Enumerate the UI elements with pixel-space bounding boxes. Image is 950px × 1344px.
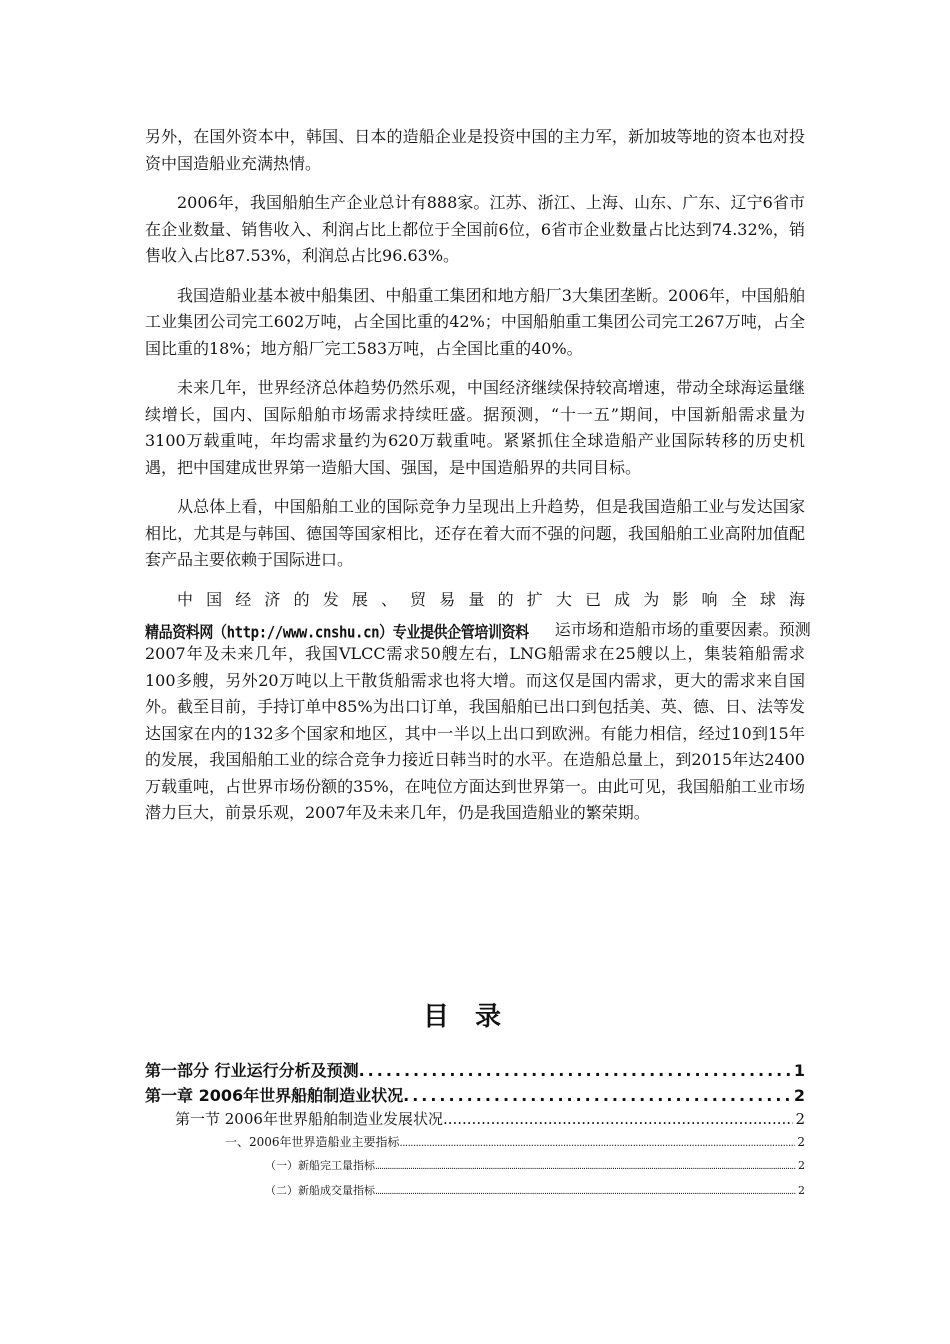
- toc-leader-dots: [375, 1187, 796, 1197]
- toc-entry-page: 2: [798, 1184, 805, 1197]
- toc-entry-label: 第一章 2006年世界船舶制造业状况: [145, 1086, 404, 1105]
- toc-leader-dots: [400, 1138, 796, 1149]
- paragraph-4: 未来几年，世界经济总体趋势仍然乐观，中国经济继续保持较高增速，带动全球海运量继续增长，国内、国际船舶市场需求持续旺盛。据预测，“十一五”期间，中国新船需求量为3100万载重吨，年均需求量约为620万载重吨。紧紧抓住全球造船产业国际转移的历史机遇，把中国建成世界第一造船大国、强国，是中国造船界的共同目标。: [145, 378, 805, 477]
- paragraph-6-after-banner: 运市场和造船市场的重要因素。预测: [554, 619, 811, 639]
- toc-leader-dots: [403, 1086, 792, 1105]
- toc-entry-label: （一）新船完工量指标: [265, 1159, 375, 1172]
- toc-title: 目录: [422, 1002, 527, 1032]
- paragraph-6-rest: 2007年及未来几年，我国VLCC需求50艘左右，LNG船需求在25艘以上，集装箱船需求100多艘，另外20万吨以上干散货船需求也将大增。而这仅是国内需求，更大的需求来自国外。截至目前，手持订单中85%为出口订单，我国船舶已出口到包括美、英、德、日、法等发达国家在内的132多个国家和地区，其中一半以上出口到欧洲。有能力相信，经过10到15年的发展，我国船舶工业的综合竞争力接近日韩当时的水平。在造船总量上，到2015年达2400万载重吨，占世界市场份额的35%，在吨位方面达到世界第一。由此可见，我国船舶工业市场潜力巨大，前景乐观，2007年及未来几年，仍是我国造船业的繁荣期。: [145, 644, 805, 822]
- toc-leader-dots: [375, 1162, 796, 1172]
- toc-entry-item-2[interactable]: [145, 1182, 805, 1207]
- toc-entry-page: 2: [798, 1159, 805, 1172]
- paragraph-1: 另外，在国外资本中，韩国、日本的造船企业是投资中国的主力军，新加坡等地的资本也对投资中国造船业充满热情。: [145, 127, 805, 173]
- toc-entry-label: （二）新船成交量指标: [265, 1184, 375, 1197]
- toc-entry-chapter-1[interactable]: [145, 1083, 805, 1108]
- toc-entry-label: 一、2006年世界造船业主要指标: [225, 1135, 400, 1149]
- table-of-contents: [145, 1058, 805, 1207]
- toc-entry-page: 2: [793, 1086, 805, 1105]
- toc-entry-part-1[interactable]: [145, 1058, 805, 1083]
- paragraph-5: 从总体上看，中国船舶工业的国际竞争力呈现出上升趋势，但是我国造船工业与发达国家相比，尤其是与韩国、德国等国家相比，还存在着大而不强的问题，我国船舶工业高附加值配套产品主要依赖于国际进口。: [145, 497, 805, 569]
- toc-entry-page: 2: [795, 1110, 805, 1128]
- toc-entry-page: 1: [793, 1061, 805, 1080]
- paragraph-3: 我国造船业基本被中船集团、中船重工集团和地方船厂3大集团垄断。2006年，中国船舶工业集团公司完工602万吨，占全国比重的42%；中国船舶重工集团公司完工267万吨，占全国比重的18%；地方船厂完工583万吨，占全国比重的40%。: [145, 285, 805, 358]
- toc-entry-section-1[interactable]: [145, 1108, 805, 1133]
- paragraph-2: 2006年，我国船舶生产企业总计有888家。江苏、浙江、上海、山东、广东、辽宁6省市在企业数量、销售收入、利润占比上都位于全国前6位，6省市企业数量占比达到74.32%，销售收入占比87.53%，利润总占比96.63%。: [145, 193, 805, 265]
- toc-entry-item-1[interactable]: [145, 1157, 805, 1182]
- body-text: [145, 124, 811, 840]
- paragraph-6-start: 中国经济的发展、贸易量的扩大已成为影响全球海: [177, 589, 805, 609]
- banner-line: [145, 613, 811, 643]
- toc-entry-subsection-1[interactable]: [145, 1133, 805, 1157]
- toc-leader-dots: [443, 1110, 794, 1128]
- toc-entry-page: 2: [797, 1135, 805, 1149]
- toc-entry-label: 第一节 2006年世界船舶制造业发展状况: [175, 1110, 443, 1128]
- toc-leader-dots: [359, 1061, 792, 1080]
- watermark-banner: 精品资料网（http://www.cnshu.cn）专业提供企管培训资料: [145, 623, 529, 642]
- toc-entry-label: 第一部分 行业运行分析及预测: [145, 1061, 359, 1080]
